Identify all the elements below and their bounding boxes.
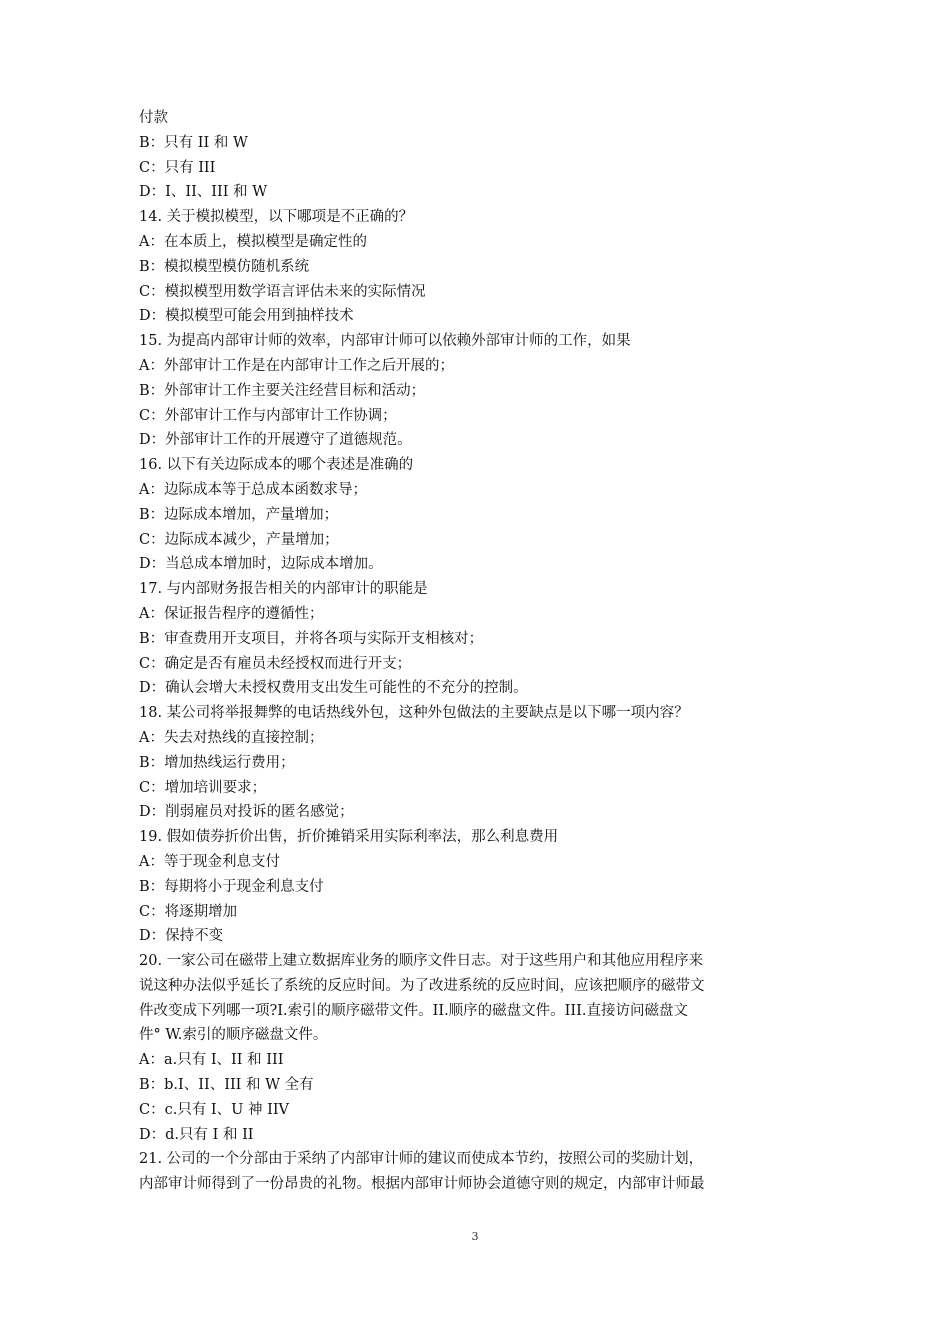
- text-line: 15. 为提高内部审计师的效率，内部审计师可以依赖外部审计师的工作，如果: [139, 333, 631, 350]
- text-line: B：只有 II 和 W: [139, 134, 248, 151]
- text-line: B：增加热线运行费用；: [139, 754, 295, 771]
- text-line: C：只有 III: [139, 159, 216, 176]
- text-line: D：削弱雇员对投诉的匿名感觉；: [139, 804, 354, 821]
- text-line: D：模拟模型可能会用到抽样技术: [139, 308, 354, 325]
- text-line: 件° W.索引的顺序磁盘文件。: [139, 1027, 328, 1044]
- text-line: A：等于现金利息支付: [139, 853, 280, 870]
- text-line: D：外部审计工作的开展遵守了道德规范。: [139, 432, 412, 449]
- text-line: A：保证报告程序的遵循性；: [139, 605, 324, 622]
- page-number: 3: [471, 1230, 479, 1243]
- text-line: A：边际成本等于总成本函数求导；: [139, 481, 367, 498]
- text-line: 14. 关于模拟模型，以下哪项是不正确的？: [139, 209, 414, 226]
- text-line: A：在本质上，模拟模型是确定性的: [139, 233, 367, 250]
- text-line: C：模拟模型用数学语言评估未来的实际情况: [139, 283, 426, 300]
- text-line: A：外部审计工作是在内部审计工作之后开展的；: [139, 357, 454, 374]
- text-line: C：确定是否有雇员未经授权而进行开支；: [139, 655, 412, 672]
- text-line: D：I、II、III 和 W: [139, 184, 268, 201]
- text-line: C：c.只有 I、U 神 IIV: [139, 1101, 290, 1118]
- text-line: B：模拟模型模仿随机系统: [139, 258, 310, 275]
- text-line: D：d.只有 I 和 II: [139, 1126, 254, 1143]
- text-line: 16. 以下有关边际成本的哪个表述是准确的: [139, 457, 414, 474]
- text-line: C：将逐期增加: [139, 903, 238, 920]
- text-line: C：边际成本减少，产量增加；: [139, 531, 339, 548]
- text-line: D：确认会增大未授权费用支出发生可能性的不充分的控制。: [139, 680, 528, 697]
- text-line: 内部审计师得到了一份昂贵的礼物。根据内部审计师协会道德守则的规定，内部审计师最: [139, 1176, 705, 1193]
- text-line: C：增加培训要求；: [139, 779, 267, 796]
- text-line: 付款: [139, 110, 168, 126]
- text-line: 21. 公司的一个分部由于采纳了内部审计师的建议而使成本节约，按照公司的奖励计划，: [139, 1151, 704, 1168]
- text-line: 17. 与内部财务报告相关的内部审计的职能是: [139, 581, 428, 598]
- text-line: D：当总成本增加时，边际成本增加。: [139, 556, 383, 573]
- text-line: 19. 假如债券折价出售，折价摊销采用实际利率法，那么利息费用: [139, 829, 559, 846]
- document-body: [139, 106, 799, 1197]
- text-line: 18. 某公司将举报舞弊的电话热线外包，这种外包做法的主要缺点是以下哪一项内容？: [139, 705, 689, 722]
- text-line: B：边际成本增加，产量增加；: [139, 506, 339, 523]
- text-line: A：失去对热线的直接控制；: [139, 729, 324, 746]
- text-line: 说这种办法似乎延长了系统的反应时间。为了改进系统的反应时间，应该把顺序的磁带文: [139, 977, 705, 994]
- text-line: B：审查费用开支项目，并将各项与实际开支相核对；: [139, 630, 484, 647]
- text-line: 20. 一家公司在磁带上建立数据库业务的顺序文件日志。对于这些用户和其他应用程序来: [139, 953, 704, 970]
- text-line: B：外部审计工作主要关注经营目标和活动；: [139, 382, 426, 399]
- text-line: C：外部审计工作与内部审计工作协调；: [139, 407, 397, 424]
- text-line: 件改变成下列哪一项?I.索引的顺序磁带文件。II.顺序的磁盘文件。III.直接访问磁盘文: [139, 1002, 688, 1019]
- text-line: B：b.I、II、III 和 W 全有: [139, 1077, 314, 1094]
- text-line: B：每期将小于现金利息支付: [139, 878, 324, 895]
- text-line: D：保持不变: [139, 928, 224, 945]
- text-line: A：a.只有 I、II 和 III: [139, 1052, 284, 1069]
